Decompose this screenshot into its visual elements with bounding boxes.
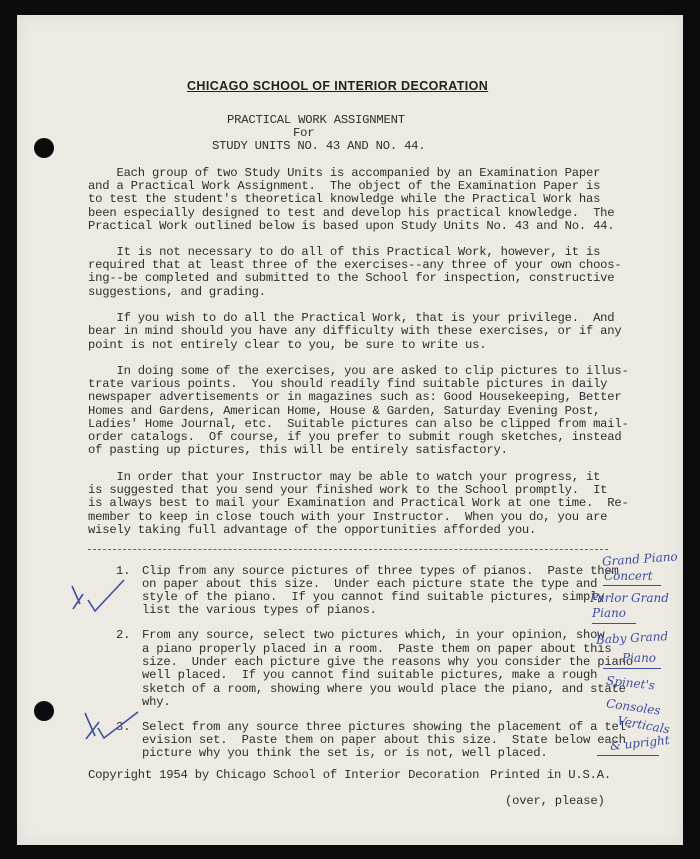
exercise-number: 3. (116, 720, 131, 734)
handwritten-note: Piano (622, 651, 657, 665)
exercise-number: 2. (116, 628, 131, 642)
exercise-line: list the various types of pianos. (142, 603, 377, 617)
punch-hole (34, 138, 54, 158)
exercise-line: Select from any source three pictures showing the placement of a tel- (142, 720, 633, 734)
paragraph-line: In doing some of the exercises, you are asked to clip pictures to illus- (88, 364, 629, 378)
handwritten-note: Grand Piano (601, 549, 679, 569)
exercise-line: style of the piano. If you cannot find suitable pictures, simply (142, 590, 605, 604)
handwritten-note: Spinet's (605, 673, 656, 693)
handwritten-underline (592, 623, 636, 624)
printed-in-notice: Printed in U.S.A. (490, 768, 611, 782)
paragraph-line: ing--be completed and submitted to the School for inspection, constructive (88, 271, 615, 285)
paragraph-line: order catalogs. Of course, if you prefer to submit rough sketches, instead (88, 430, 622, 444)
paragraph-line: newspaper advertisements or in magazines such as: Good Housekeeping, Better (88, 390, 622, 404)
exercise-line: on paper about this size. Under each picture state the type and (142, 577, 598, 591)
handwritten-note: Piano (592, 606, 627, 620)
over-please-note: (over, please) (505, 794, 605, 808)
paragraph-line: required that at least three of the exercises--any three of your own choos- (88, 258, 622, 272)
school-title: CHICAGO SCHOOL OF INTERIOR DECORATION (187, 79, 489, 93)
handwritten-note: Consoles (605, 696, 662, 718)
paragraph-line: of pasting up pictures, this will be entirely satisfactory. (88, 443, 508, 457)
paragraph-line: Ladies' Home Journal, etc. Suitable pictures can also be clipped from mail- (88, 417, 629, 431)
punch-hole (34, 701, 54, 721)
exercise-line: size. Under each picture give the reasons why you consider the piano (142, 655, 633, 669)
exercise-line: sketch of a room, showing where you would place the piano, and state (142, 682, 626, 696)
handwritten-note: Parlor Grand (590, 591, 669, 605)
handwritten-note: Baby Grand (595, 629, 669, 647)
copyright-notice: Copyright 1954 by Chicago School of Interior Decoration (88, 768, 480, 782)
paragraph-line: If you wish to do all the Practical Work, that is your privilege. And (88, 311, 615, 325)
paragraph-line: suggestions, and grading. (88, 285, 266, 299)
paragraph-line: to test the student's theoretical knowledge while the Practical Work has (88, 192, 601, 206)
handwritten-underline (603, 585, 661, 586)
exercise-line: a piano properly placed in a room. Paste them on paper about this (142, 642, 612, 656)
assignment-heading-line: For (293, 126, 315, 140)
handwritten-underline (597, 755, 659, 756)
paragraph-line: Each group of two Study Units is accompanied by an Examination Paper (88, 166, 601, 180)
paragraph-line: Homes and Gardens, American Home, House & Garden, Saturday Evening Post, (88, 404, 601, 418)
assignment-heading-line: PRACTICAL WORK ASSIGNMENT (227, 113, 405, 127)
handwritten-note: Concert (604, 569, 653, 583)
paragraph-line: Practical Work outlined below is based upon Study Units No. 43 and No. 44. (88, 219, 615, 233)
exercise-line: well placed. If you cannot find suitable pictures, make a rough (142, 668, 598, 682)
paragraph-line: point is not entirely clear to you, be sure to write us. (88, 338, 487, 352)
assignment-heading-line: STUDY UNITS NO. 43 AND NO. 44. (212, 139, 426, 153)
handwritten-note: Verticals (616, 713, 671, 737)
paragraph-line: is suggested that you send your finished work to the School promptly. It (88, 483, 608, 497)
exercise-line: why. (142, 695, 171, 709)
paragraph-line: been especially designed to test and develop his practical knowledge. The (88, 206, 615, 220)
paragraph-line: is always best to mail your Examination and Practical Work at one time. Re- (88, 496, 629, 510)
paragraph-line: wisely taking full advantage of the opportunities afforded you. (88, 523, 537, 537)
exercise-number: 1. (116, 564, 131, 578)
exercise-line: Clip from any source pictures of three types of pianos. Paste them (142, 564, 619, 578)
paragraph-line: It is not necessary to do all of this Practical Work, however, it is (88, 245, 601, 259)
paragraph-line: member to keep in close touch with your Instructor. When you do, you are (88, 510, 608, 524)
paragraph-line: bear in mind should you have any difficulty with these exercises, or if any (88, 324, 622, 338)
paragraph-line: and a Practical Work Assignment. The object of the Examination Paper is (88, 179, 601, 193)
paragraph-line: trate various points. You should readily find suitable pictures in daily (88, 377, 608, 391)
section-divider (88, 549, 608, 550)
paragraph-line: In order that your Instructor may be able to watch your progress, it (88, 470, 601, 484)
exercise-line: From any source, select two pictures which, in your opinion, show (142, 628, 605, 642)
exercise-line: evision set. Paste them on paper about this size. State below each (142, 733, 626, 747)
handwritten-note: & upright (609, 732, 671, 754)
handwritten-underline (603, 668, 661, 669)
exercise-line: picture why you think the set is, or is not, well placed. (142, 746, 548, 760)
